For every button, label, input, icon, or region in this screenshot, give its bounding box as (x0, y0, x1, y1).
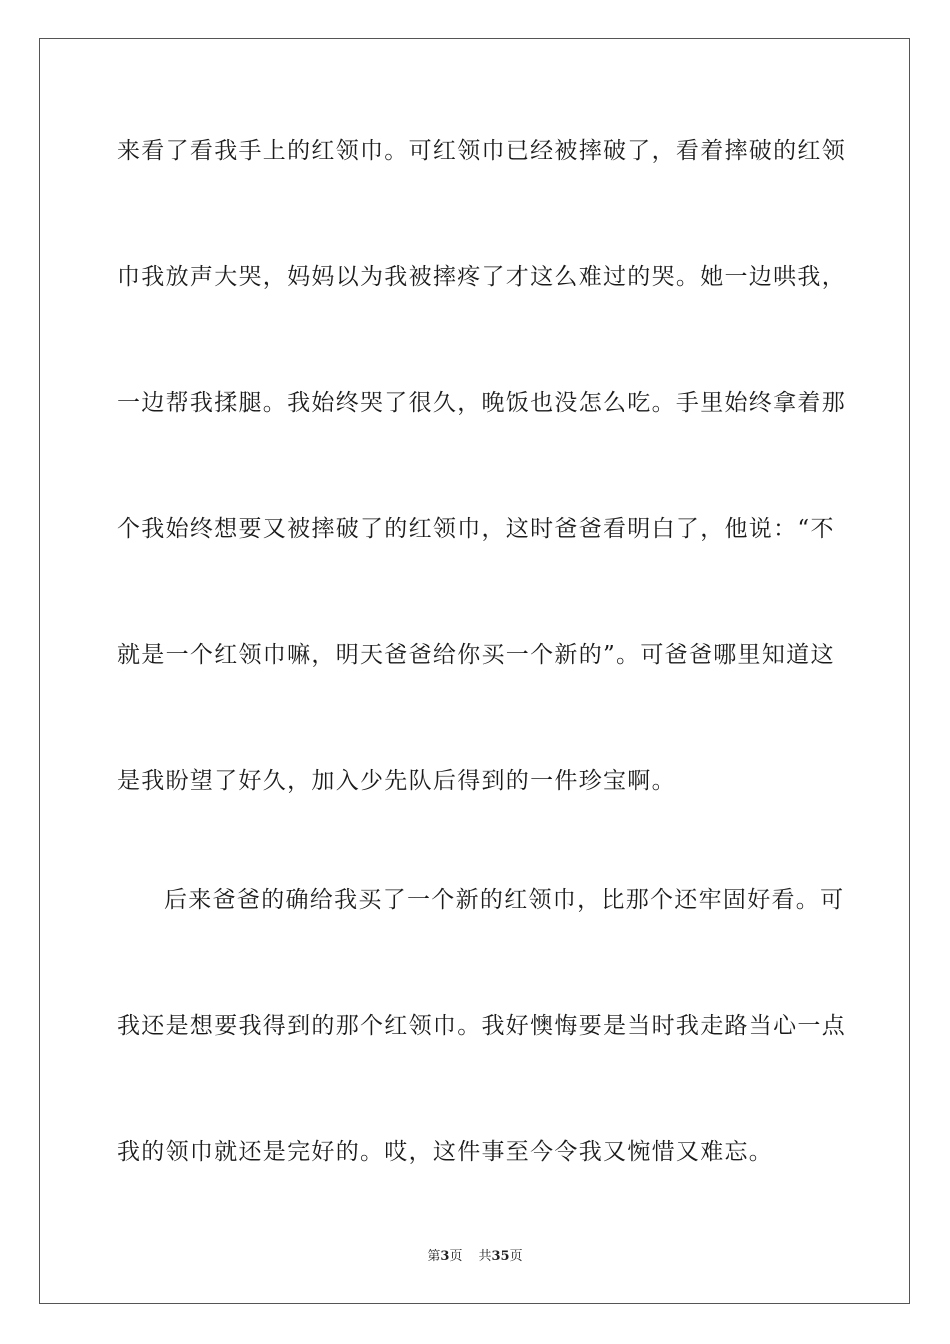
total-label-suffix: 页 (509, 1249, 523, 1264)
total-page-count: 35 (491, 1249, 510, 1264)
body-line-9: 我的领巾就还是完好的。哎，这件事至今令我又惋惜又难忘。 (117, 1139, 774, 1165)
page-label-suffix: 页 (449, 1249, 463, 1264)
page-label-prefix: 第 (427, 1249, 441, 1264)
body-line-1: 来看了看我手上的红领巾。可红领巾已经被摔破了，看着摔破的红领 (117, 138, 846, 164)
body-line-7: 后来爸爸的确给我买了一个新的红领巾，比那个还牢固好看。可 (164, 887, 845, 913)
body-line-2: 巾我放声大哭，妈妈以为我被摔疼了才这么难过的哭。她一边哄我， (117, 264, 846, 290)
page-border (39, 38, 910, 1304)
body-line-6: 是我盼望了好久，加入少先队后得到的一件珍宝啊。 (117, 768, 676, 794)
total-label-prefix: 共 (478, 1249, 492, 1264)
page-footer (0, 1249, 950, 1265)
body-line-3: 一边帮我揉腿。我始终哭了很久，晚饭也没怎么吃。手里始终拿着那 (117, 390, 846, 416)
body-line-5: 就是一个红领巾嘛，明天爸爸给你买一个新的”。可爸爸哪里知道这 (117, 642, 835, 668)
body-line-4: 个我始终想要又被摔破了的红领巾，这时爸爸看明白了，他说：“不 (117, 516, 835, 542)
body-line-8: 我还是想要我得到的那个红领巾。我好懊悔要是当时我走路当心一点 (117, 1013, 846, 1039)
current-page-number: 3 (440, 1249, 450, 1264)
